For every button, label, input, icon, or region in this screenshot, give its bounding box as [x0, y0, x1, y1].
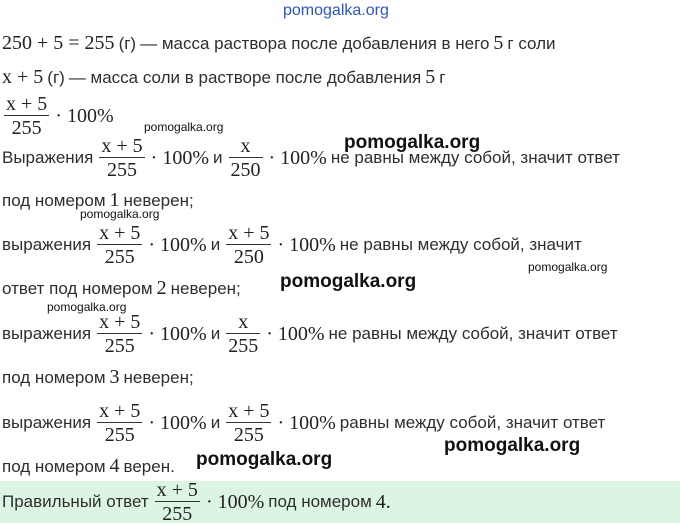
comparison-row-4-conclusion — [2, 455, 175, 478]
fraction-numerator: x — [229, 136, 263, 158]
percent-multiplier: · 100% — [148, 411, 207, 434]
watermark: pomogalka.org — [444, 435, 581, 456]
line1-text: — масса раствора после добавления в него — [140, 33, 490, 53]
percent-multiplier: · 100% — [266, 322, 325, 345]
fraction-denominator: 255 — [233, 424, 264, 446]
fraction — [155, 480, 200, 524]
comparison-row-1 — [2, 136, 620, 180]
fraction-left — [97, 223, 142, 267]
fraction-numerator: x + 5 — [99, 222, 141, 244]
row-lead: выражения — [2, 324, 92, 343]
math-x-plus-5: x + 5 — [2, 66, 44, 88]
fraction-numerator: x + 5 — [99, 400, 141, 422]
percent-multiplier: · 100% — [55, 104, 114, 127]
line2-text: — масса соли в растворе после добавления — [68, 67, 422, 87]
line1-tail: г соли — [507, 33, 556, 53]
math-sum: 250 + 5 = 255 — [2, 32, 115, 54]
fraction-denominator: 255 — [228, 335, 259, 357]
watermark: pomogalka.org — [80, 207, 160, 221]
fraction-numerator: x + 5 — [156, 479, 198, 501]
fraction-numerator: x — [226, 312, 260, 334]
percent-multiplier: · 100% — [148, 233, 207, 256]
unit-g: (г) — [118, 33, 137, 53]
answer-number: 2 — [156, 277, 167, 299]
fraction-denominator: 255 — [104, 335, 135, 357]
comparison-row-3 — [2, 312, 618, 356]
correct-answer — [2, 480, 391, 524]
comparison-row-2 — [2, 223, 582, 267]
conclusion-end: неверен; — [123, 190, 194, 210]
fraction-denominator: 255 — [104, 424, 135, 446]
row-rest: не равны между собой, значит ответ — [330, 148, 620, 167]
line-salt-mass — [2, 66, 445, 89]
percent-multiplier: · 100% — [150, 146, 209, 169]
answer-lead: Правильный ответ — [2, 492, 149, 511]
fraction-numerator: x + 5 — [6, 93, 48, 115]
fraction-denominator: 255 — [107, 159, 138, 181]
conclusion-text: под номером — [2, 456, 106, 476]
watermark: pomogalka.org — [47, 300, 127, 314]
fraction-denominator: 255 — [11, 117, 42, 139]
fraction-numerator: x + 5 — [228, 222, 270, 244]
comparison-row-3-conclusion — [2, 366, 194, 389]
fraction-left — [97, 401, 142, 445]
fraction-denominator: 255 — [104, 246, 135, 268]
row-lead: выражения — [2, 235, 92, 254]
fraction-right — [229, 136, 263, 180]
answer-number: 1 — [109, 189, 120, 211]
fraction-numerator: x + 5 — [101, 135, 143, 157]
row-rest: равны между собой, значит ответ — [339, 413, 606, 432]
percent-multiplier: · 100% — [205, 490, 265, 513]
answer-tail: под номером — [268, 492, 372, 511]
fraction-right — [226, 312, 260, 356]
fraction-denominator: 255 — [162, 503, 193, 525]
watermark: pomogalka.org — [144, 120, 224, 134]
conjunction: и — [210, 324, 221, 343]
comparison-row-2-conclusion — [2, 277, 241, 300]
row-lead: Выражения — [2, 148, 94, 167]
fraction — [4, 94, 49, 138]
fraction-numerator: x + 5 — [99, 311, 141, 333]
fraction-right — [226, 223, 271, 267]
percent-multiplier: · 100% — [277, 411, 336, 434]
answer-number: 4. — [375, 490, 391, 513]
conclusion-end: неверен; — [123, 367, 194, 387]
main-fraction-expression — [2, 94, 114, 138]
percent-multiplier: · 100% — [277, 233, 336, 256]
fraction-right — [226, 401, 271, 445]
fraction-numerator: x + 5 — [228, 400, 270, 422]
conclusion-text: ответ под номером — [2, 278, 153, 298]
conclusion-text: под номером — [2, 367, 106, 387]
line2-tail: г — [439, 67, 446, 87]
watermark: pomogalka.org — [528, 260, 608, 274]
conjunction: и — [210, 413, 221, 432]
answer-number: 3 — [109, 366, 120, 388]
watermark-top: pomogalka.org — [283, 2, 389, 19]
row-rest: не равны между собой, значит ответ — [328, 324, 618, 343]
row-rest: не равны между собой, значит — [339, 235, 582, 254]
conclusion-text: под номером — [2, 190, 106, 210]
fraction-denominator: 250 — [230, 159, 261, 181]
fraction-left — [97, 312, 142, 356]
fraction-denominator: 250 — [233, 246, 264, 268]
row-lead: выражения — [2, 413, 92, 432]
line1-num: 5 — [493, 32, 504, 54]
fraction-left — [99, 136, 144, 180]
watermark: pomogalka.org — [196, 449, 333, 470]
percent-multiplier: · 100% — [148, 322, 207, 345]
watermark: pomogalka.org — [280, 271, 417, 292]
line-solution-mass — [2, 32, 556, 55]
conjunction: и — [210, 235, 221, 254]
unit-g: (г) — [47, 67, 65, 87]
line2-num: 5 — [425, 66, 436, 88]
percent-multiplier: · 100% — [268, 146, 327, 169]
conjunction: и — [213, 148, 223, 167]
conclusion-end: верен. — [123, 456, 175, 476]
conclusion-end: неверен; — [170, 278, 241, 298]
watermark: pomogalka.org — [344, 132, 481, 153]
answer-number: 4 — [109, 455, 120, 477]
